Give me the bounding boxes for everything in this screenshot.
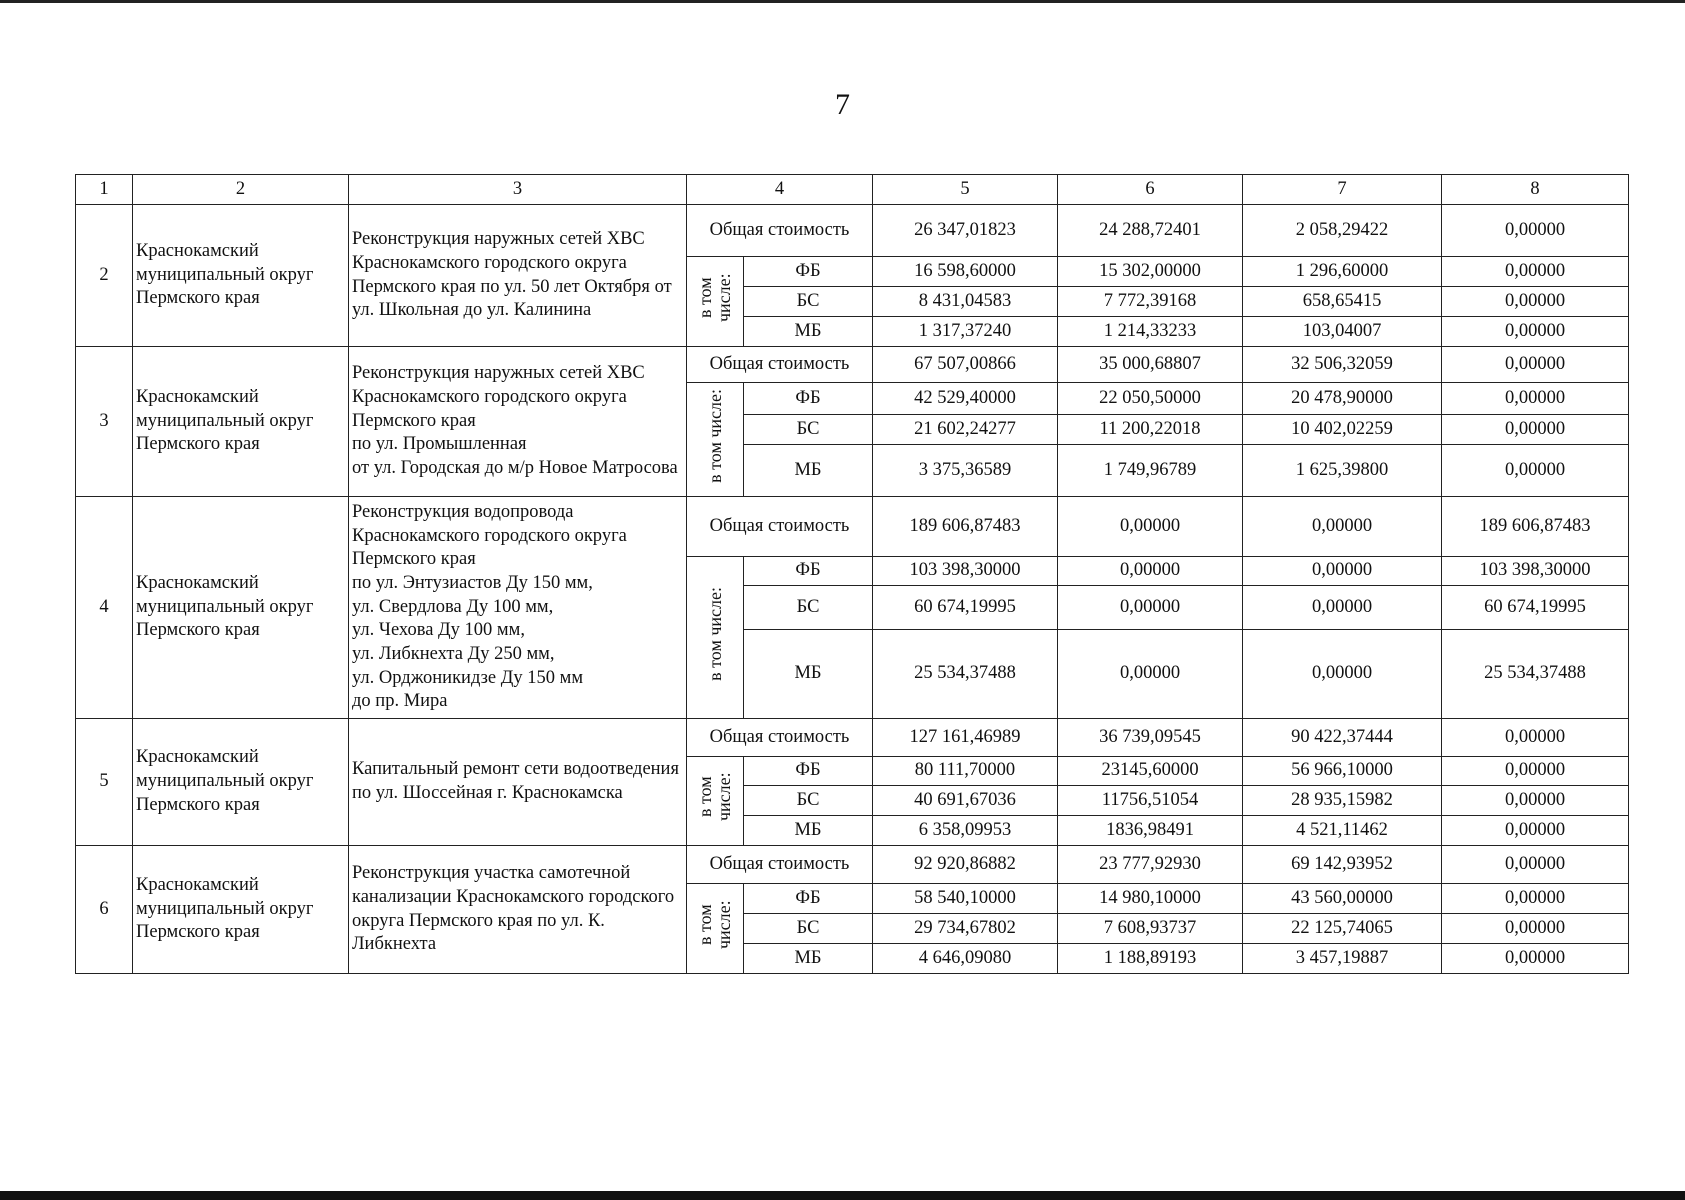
value-cell: 103 398,30000 [1442,557,1629,586]
municipality-cell: Краснокамский муниципальный округ Пермского края [133,719,349,846]
value-cell: 0,00000 [1243,586,1442,630]
mb-label: МБ [744,317,873,347]
project-cell: Реконструкция участка самотечной канализации Краснокамского городского округа Пермского края по ул. К. Либкнехта [349,846,687,974]
municipality-cell: Краснокамский муниципальный округ Пермского края [133,347,349,497]
total-label: Общая стоимость [687,497,873,557]
value-cell: 36 739,09545 [1058,719,1243,757]
header-cell: 4 [687,175,873,205]
mb-label: МБ [744,445,873,497]
including-label: в том числе: [687,257,744,347]
value-cell: 90 422,37444 [1243,719,1442,757]
value-cell: 58 540,10000 [873,884,1058,914]
value-cell: 0,00000 [1442,383,1629,415]
value-cell: 21 602,24277 [873,415,1058,445]
value-cell: 7 608,93737 [1058,914,1243,944]
page-number: 7 [835,88,850,121]
total-label: Общая стоимость [687,205,873,257]
header-cell: 7 [1243,175,1442,205]
value-cell: 1836,98491 [1058,816,1243,846]
value-cell: 0,00000 [1442,317,1629,347]
value-cell: 0,00000 [1442,347,1629,383]
row-number: 6 [76,846,133,974]
header-cell: 6 [1058,175,1243,205]
value-cell: 2 058,29422 [1243,205,1442,257]
bs-label: БС [744,287,873,317]
header-cell: 5 [873,175,1058,205]
mb-label: МБ [744,944,873,974]
value-cell: 20 478,90000 [1243,383,1442,415]
value-cell: 0,00000 [1243,630,1442,719]
project-cell: Реконструкция водопровода Краснокамского городского округа Пермского края по ул. Энтузиастов Ду 150 мм, ул. Свердлова Ду 100 мм, ул. Чехова Ду 100 мм, ул. Либкнехта Ду 250 мм, ул. Орджоникидзе Ду 150 мм до пр. Мира [349,497,687,719]
value-cell: 11 200,22018 [1058,415,1243,445]
row-number: 2 [76,205,133,347]
fb-label: ФБ [744,757,873,786]
value-cell: 60 674,19995 [873,586,1058,630]
value-cell: 658,65415 [1243,287,1442,317]
value-cell: 26 347,01823 [873,205,1058,257]
value-cell: 0,00000 [1442,257,1629,287]
mb-label: МБ [744,630,873,719]
value-cell: 103 398,30000 [873,557,1058,586]
mb-label: МБ [744,816,873,846]
value-cell: 80 111,70000 [873,757,1058,786]
value-cell: 4 521,11462 [1243,816,1442,846]
including-label: в том числе: [687,557,744,719]
bs-label: БС [744,415,873,445]
municipality-cell: Краснокамский муниципальный округ Пермского края [133,497,349,719]
value-cell: 92 920,86882 [873,846,1058,884]
value-cell: 1 214,33233 [1058,317,1243,347]
value-cell: 1 296,60000 [1243,257,1442,287]
municipality-cell: Краснокамский муниципальный округ Пермского края [133,205,349,347]
value-cell: 0,00000 [1442,884,1629,914]
project-cell: Реконструкция наружных сетей ХВС Краснокамского городского округа Пермского края по ул. Промышленная от ул. Городская до м/р Новое Матросова [349,347,687,497]
municipality-cell: Краснокамский муниципальный округ Пермского края [133,846,349,974]
value-cell: 16 598,60000 [873,257,1058,287]
value-cell: 0,00000 [1442,445,1629,497]
value-cell: 1 317,37240 [873,317,1058,347]
value-cell: 10 402,02259 [1243,415,1442,445]
value-cell: 0,00000 [1243,497,1442,557]
value-cell: 0,00000 [1442,205,1629,257]
value-cell: 28 935,15982 [1243,786,1442,816]
value-cell: 22 125,74065 [1243,914,1442,944]
bs-label: БС [744,586,873,630]
fb-label: ФБ [744,557,873,586]
value-cell: 189 606,87483 [1442,497,1629,557]
value-cell: 0,00000 [1058,497,1243,557]
including-label: в том числе: [687,757,744,846]
value-cell: 29 734,67802 [873,914,1058,944]
cost-table [75,174,1629,974]
value-cell: 24 288,72401 [1058,205,1243,257]
value-cell: 6 358,09953 [873,816,1058,846]
value-cell: 14 980,10000 [1058,884,1243,914]
header-row [76,175,1629,205]
value-cell: 0,00000 [1442,757,1629,786]
value-cell: 42 529,40000 [873,383,1058,415]
total-label: Общая стоимость [687,347,873,383]
including-label: в том числе: [687,383,744,497]
value-cell: 0,00000 [1442,816,1629,846]
value-cell: 7 772,39168 [1058,287,1243,317]
header-cell: 3 [349,175,687,205]
header-cell: 8 [1442,175,1629,205]
value-cell: 15 302,00000 [1058,257,1243,287]
value-cell: 0,00000 [1442,786,1629,816]
total-label: Общая стоимость [687,719,873,757]
value-cell: 0,00000 [1243,557,1442,586]
value-cell: 3 375,36589 [873,445,1058,497]
value-cell: 0,00000 [1058,630,1243,719]
value-cell: 1 188,89193 [1058,944,1243,974]
value-cell: 1 625,39800 [1243,445,1442,497]
header-cell: 2 [133,175,349,205]
value-cell: 0,00000 [1058,557,1243,586]
fb-label: ФБ [744,383,873,415]
total-label: Общая стоимость [687,846,873,884]
value-cell: 23 777,92930 [1058,846,1243,884]
value-cell: 189 606,87483 [873,497,1058,557]
fb-label: ФБ [744,257,873,287]
value-cell: 32 506,32059 [1243,347,1442,383]
value-cell: 103,04007 [1243,317,1442,347]
value-cell: 3 457,19887 [1243,944,1442,974]
value-cell: 25 534,37488 [873,630,1058,719]
value-cell: 22 050,50000 [1058,383,1243,415]
header-cell: 1 [76,175,133,205]
value-cell: 0,00000 [1442,287,1629,317]
value-cell: 1 749,96789 [1058,445,1243,497]
value-cell: 67 507,00866 [873,347,1058,383]
value-cell: 0,00000 [1442,944,1629,974]
table-row [76,846,1629,884]
value-cell: 25 534,37488 [1442,630,1629,719]
value-cell: 4 646,09080 [873,944,1058,974]
value-cell: 40 691,67036 [873,786,1058,816]
table-row [76,347,1629,383]
value-cell: 0,00000 [1442,719,1629,757]
value-cell: 56 966,10000 [1243,757,1442,786]
value-cell: 8 431,04583 [873,287,1058,317]
value-cell: 11756,51054 [1058,786,1243,816]
top-border [0,0,1685,3]
bottom-border [0,1191,1685,1200]
value-cell: 0,00000 [1442,415,1629,445]
fb-label: ФБ [744,884,873,914]
value-cell: 0,00000 [1442,846,1629,884]
row-number: 3 [76,347,133,497]
table-row [76,719,1629,757]
bs-label: БС [744,914,873,944]
value-cell: 60 674,19995 [1442,586,1629,630]
table-row [76,205,1629,257]
including-label: в том числе: [687,884,744,974]
project-cell: Капитальный ремонт сети водоотведения по ул. Шоссейная г. Краснокамска [349,719,687,846]
table-row [76,497,1629,557]
value-cell: 23145,60000 [1058,757,1243,786]
row-number: 4 [76,497,133,719]
bs-label: БС [744,786,873,816]
row-number: 5 [76,719,133,846]
value-cell: 0,00000 [1058,586,1243,630]
value-cell: 0,00000 [1442,914,1629,944]
project-cell: Реконструкция наружных сетей ХВС Краснокамского городского округа Пермского края по ул. 50 лет Октября от ул. Школьная до ул. Калинина [349,205,687,347]
value-cell: 35 000,68807 [1058,347,1243,383]
value-cell: 43 560,00000 [1243,884,1442,914]
value-cell: 127 161,46989 [873,719,1058,757]
value-cell: 69 142,93952 [1243,846,1442,884]
